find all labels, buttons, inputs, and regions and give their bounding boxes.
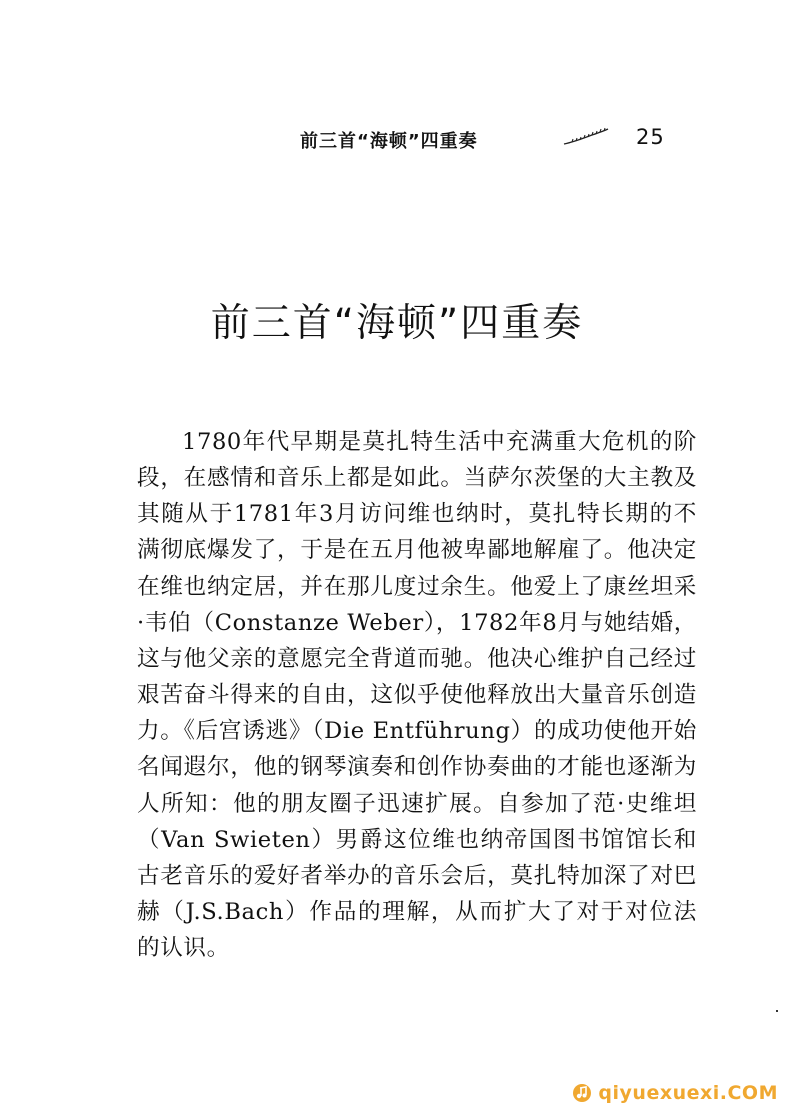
watermark-text: qiyuexuexi.COM bbox=[598, 1082, 778, 1104]
page-number: 25 bbox=[636, 125, 665, 149]
ornament-icon bbox=[562, 126, 610, 148]
body-paragraph: 1780年代早期是莫扎特生活中充满重大危机的阶段，在感情和音乐上都是如此。当萨尔茨堡的大主教及其随从于1781年3月访问维也纳时，莫扎特长期的不满彻底爆发了，于是在五月他被卑鄙地解雇了。他决定在维也纳定居，并在那儿度过余生。他爱上了康丝坦采·韦伯（Constanze Weber），1782年8月与她结婚，这与他父亲的意愿完全背道而驰。他决心维护自己经过艰苦奋斗得来的自由，这似乎使他释放出大量音乐创造力。《后宫诱逃》（Die Entführung）的成功使他开始名闻遐尔，他的钢琴演奏和创作协奏曲的才能也逐渐为人所知：他的朋友圈子迅速扩展。自参加了范·史维坦（Van Swieten）男爵这位维也纳帝国图书馆馆长和古老音乐的爱好者举办的音乐会后，莫扎特加深了对巴赫（J.S.Bach）作品的理解，从而扩大了对于对位法的认识。 bbox=[137, 429, 697, 962]
music-note-logo-icon bbox=[572, 1083, 592, 1103]
running-header bbox=[300, 124, 670, 158]
watermark bbox=[572, 1080, 778, 1106]
chapter-title: 前三首“海顿”四重奏 bbox=[210, 301, 584, 346]
scan-speck bbox=[776, 1010, 778, 1012]
running-title: 前三首“海顿”四重奏 bbox=[300, 131, 478, 152]
